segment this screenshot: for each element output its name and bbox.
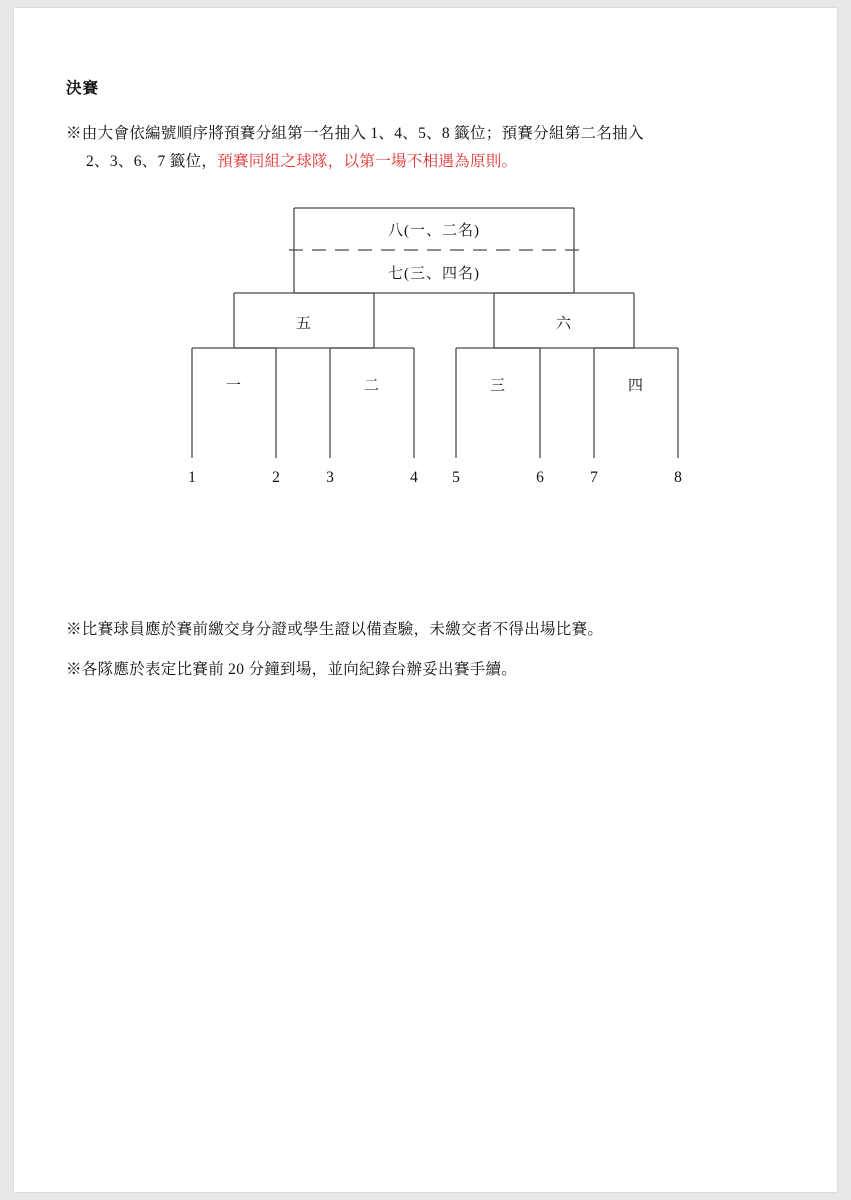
bracket-quarter-3-label: 三 [489,378,507,394]
bracket-semi-left-label: 五 [295,316,313,332]
bracket-seed-3: 3 [326,469,334,486]
bracket-seed-5: 5 [452,469,460,486]
document-body [14,8,837,1192]
bracket-quarter-1-label: 一 [225,378,243,394]
bracket-final-top-label: 八(一、二名) [388,223,480,239]
note-id-check: ※比賽球員應於賽前繳交身分證或學生證以備查驗，未繳交者不得出場比賽。 [66,621,604,638]
bracket-seed-8: 8 [674,469,682,486]
bracket-final-bottom-label: 七(三、四名) [388,266,480,282]
note-draw-rule-line2-black: 2、3、6、7 籤位， [86,153,218,170]
note-arrival-time: ※各隊應於表定比賽前 20 分鐘到場，並向紀錄台辦妥出賽手續。 [66,661,518,678]
bracket-quarter-4-label: 四 [627,378,645,394]
document-page [14,8,837,1192]
page-title: 決賽 [66,80,100,97]
bracket-seed-1: 1 [188,469,196,486]
bracket-seed-6: 6 [536,469,544,486]
note-draw-rule-line2 [66,148,806,176]
note-draw-rule-line2-red: 預賽同組之球隊，以第一場不相遇為原則。 [217,153,518,170]
bracket-seed-7: 7 [590,469,598,486]
bracket-quarter-2-label: 二 [363,378,381,394]
note-draw-rule-line1: ※由大會依編號順序將預賽分組第一名抽入 1、4、5、8 籤位；預賽分組第二名抽入 [66,125,644,142]
bracket-seed-4: 4 [410,469,418,486]
bracket-semi-right-label: 六 [555,316,573,332]
note-draw-rule [66,120,806,176]
tournament-bracket-diagram [134,198,734,498]
bracket-seed-2: 2 [272,469,280,486]
